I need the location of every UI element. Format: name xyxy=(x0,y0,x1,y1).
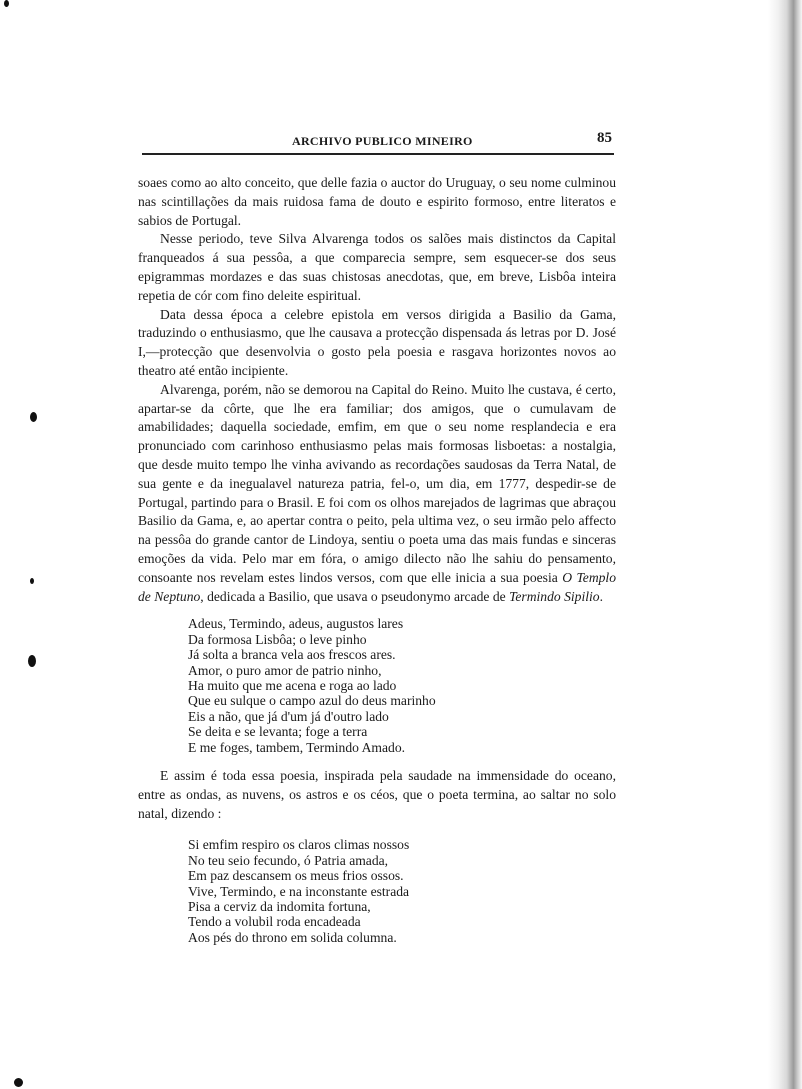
pseudonym: Termindo Sipilio xyxy=(509,588,600,604)
verse-line: Tendo a volubil roda encadeada xyxy=(188,914,361,930)
ink-speck xyxy=(4,0,9,7)
poem-stanza xyxy=(188,837,616,945)
paragraph-text: , dedicada a Basilio, que usava o pseudonymo arcade de xyxy=(200,588,510,604)
paragraph: Data dessa época a celebre epistola em versos dirigida a Basilio da Gama, traduzindo o enthusiasmo, que lhe causava a protecção dispensada ás letras por D. José I,—protecção que desenvolvia o gosto pela poesia e rasgava horizontes novos ao theatro até então incipiente. xyxy=(138,306,616,378)
verse-line: Pisa a cerviz da indomita fortuna, xyxy=(188,899,371,914)
verse-line: Si emfim respiro os claros climas nossos xyxy=(188,837,410,853)
body-text xyxy=(138,174,616,957)
verse-line: Da formosa Lisbôa; o leve pinho xyxy=(188,631,367,647)
paragraph-text: Alvarenga, porém, não se demorou na Capital do Reino. Muito lhe custava, é certo, apartar-se da côrte, que lhe era familiar; dos amigos, que o cumulavam de amabilidades; daquella sociedade, emfim, em que o seu nome resplandecia e era pronunciado com carinhoso enthusiasmo pelas mais formosas lisboetas: a nostalgia, que desde muito tempo lhe vinha avivando as recordações saudosas da Terra Natal, de sua gente e da inegualavel natureza patria, fel-o, um dia, em 1777, despedir-se de Portugal, partindo para o Brasil. E foi com os olhos marejados de lagrimas que abraçou Basilio da Gama, e, ao apertar contra o peito, pela ultima vez, o seu irmão pelo affecto na pessôa do grande cantor de Lindoya, sentiu o poeta uma das mais fundas e sinceras emoções da vida. Pelo mar em fóra, o amigo dilecto não lhe sahiu do pensamento, consoante nos revelam estes lindos versos, com que elle inicia a sua poesia xyxy=(138,381,616,585)
ink-speck xyxy=(30,412,37,422)
verse-line: Aos pés do throno em solida columna. xyxy=(188,929,397,945)
poem-title: O Templo de Neptuno xyxy=(138,569,617,604)
paragraph xyxy=(138,381,616,607)
verse-line: Vive, Termindo, e na inconstante estrada xyxy=(188,883,410,899)
ink-speck xyxy=(28,655,36,667)
verse-line: Adeus, Termindo, adeus, augustos lares xyxy=(188,616,404,632)
running-head: ARCHIVO PUBLICO MINEIRO xyxy=(292,134,473,148)
paragraph: soaes como ao alto conceito, que delle fazia o auctor do Uruguay, o seu nome culminou nas scintillações da mais ruidosa fama de douto e espirito formoso, entre literatos e sabios de Portugal. xyxy=(138,175,616,228)
page-header xyxy=(142,130,614,155)
verse-line: Em paz descansem os meus frios ossos. xyxy=(188,868,404,884)
verse-line: No teu seio fecundo, ó Patria amada, xyxy=(188,852,389,868)
verse-line: Amor, o puro amor de patrio ninho, xyxy=(188,662,382,678)
verse-line: E me foges, tambem, Termindo Amado. xyxy=(188,739,406,755)
poem-stanza xyxy=(188,616,616,755)
page-edge-shadow xyxy=(768,0,802,1089)
page-number: 85 xyxy=(597,130,612,146)
paragraph: Nesse periodo, teve Silva Alvarenga todos os salões mais distinctos da Capital franqueados á sua pessôa, a que comparecia sempre, sem esquecer-se dos seus epigrammas mordazes e das suas chistosas anecdotas, que, em breve, Lisbôa inteira repetia de cór com fino deleite espiritual. xyxy=(138,231,616,303)
verse-line: Se deita e se levanta; foge a terra xyxy=(188,724,368,740)
ink-speck xyxy=(14,1078,23,1087)
verse-line: Eis a não, que já d'um já d'outro lado xyxy=(188,708,389,724)
paragraph-text: . xyxy=(599,588,604,604)
ink-speck xyxy=(30,578,34,584)
verse-line: Já solta a branca vela aos frescos ares. xyxy=(188,647,396,663)
verse-line: Que eu sulque o campo azul do deus marinho xyxy=(188,693,436,709)
verse-line: Ha muito que me acena e roga ao lado xyxy=(188,677,397,693)
paragraph: E assim é toda essa poesia, inspirada pela saudade na immensidade do oceano, entre as ondas, as nuvens, os astros e os céos, que o poeta termina, ao saltar no solo natal, dizendo : xyxy=(138,767,616,821)
